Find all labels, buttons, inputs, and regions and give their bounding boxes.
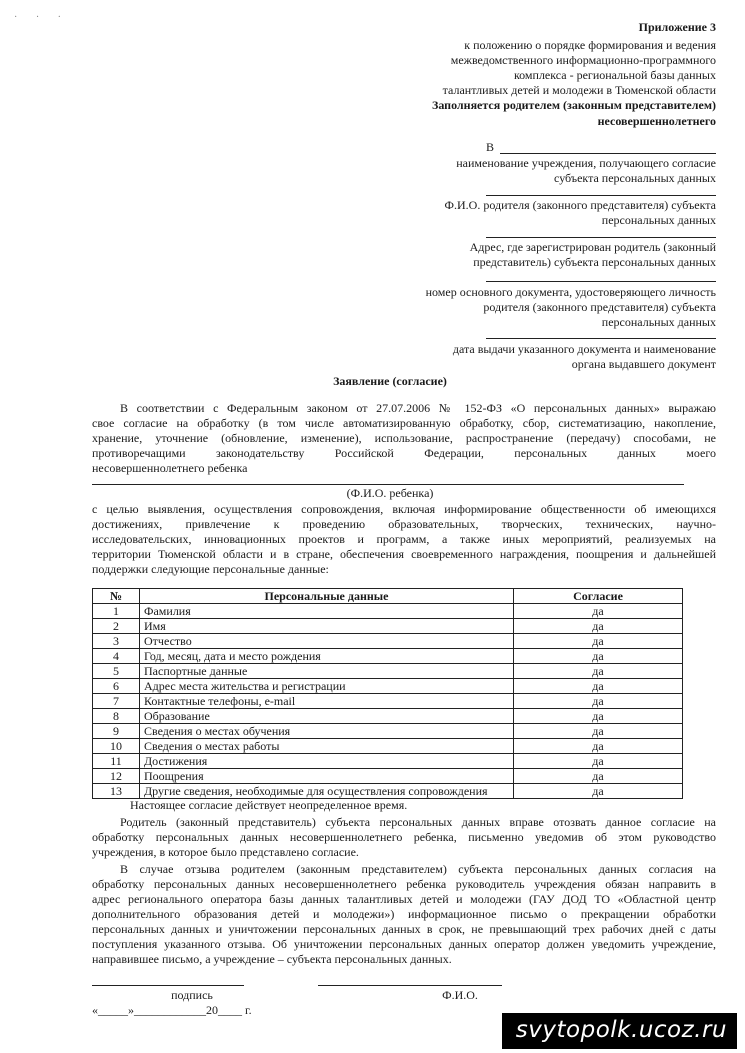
annex-line: комплекса - региональной базы данных [513,68,716,82]
table-row [93,679,683,694]
withdraw-line: поступления указанного отзыва. Об уничтожении персональных данных оператор должен уведомить учреждение, [92,937,716,951]
table-row [93,754,683,769]
withdraw-line: В случае отзыва родителем (законным представителем) субъекта персональных данных согласия на [120,862,716,876]
date-line[interactable]: «_____»____________20____ г. [92,1003,252,1017]
row-number: 13 [93,784,140,799]
row-number: 10 [93,739,140,754]
row-number: 8 [93,709,140,724]
row-item: Фамилия [140,604,514,619]
parent-name-caption: Ф.И.О. родителя (законного представителя) субъекта [444,198,716,212]
signature-field[interactable] [92,985,244,986]
address-caption: Адрес, где зарегистрирован родитель (законный [469,240,716,254]
row-number: 5 [93,664,140,679]
row-consent: да [514,604,683,619]
row-item: Сведения о местах работы [140,739,514,754]
row-item: Другие сведения, необходимые для осуществления сопровождения [140,784,514,799]
row-consent: да [514,649,683,664]
intro-line: свое согласие на обработку (в том числе автоматизированную обработку, сбор, систематизацию, накопление, [92,416,716,430]
row-item: Отчество [140,634,514,649]
table-row [93,649,683,664]
column-header-data: Персональные данные [140,589,514,604]
row-consent: да [514,769,683,784]
institution-caption: субъекта персональных данных [554,171,716,185]
purpose-line: исследовательских, инновационных проектов и программ, а также иных мероприятий, реализуемых на [92,532,716,546]
row-item: Имя [140,619,514,634]
filled-by-note: несовершеннолетнего [597,114,716,128]
row-number: 3 [93,634,140,649]
table-row [93,709,683,724]
annex-line: межведомственного информационно-программного [450,53,716,67]
annex-line: талантливых детей и молодежи в Тюменской области [442,83,716,97]
statement-title: Заявление (согласие) [333,374,447,388]
institution-caption: наименование учреждения, получающего согласие [456,156,716,170]
row-consent: да [514,724,683,739]
table-row [93,784,683,799]
revoke-line: Родитель (законный представитель) субъекта персональных данных вправе отозвать данное согласие на [120,815,716,829]
row-consent: да [514,694,683,709]
purpose-line: территории Тюменской области и в стране, обеспечения своевременного награждения, поощрения и дальнейшей [92,547,716,561]
issue-field[interactable] [486,338,716,339]
child-name-caption: (Ф.И.О. ребенка) [346,486,434,500]
table-row [93,769,683,784]
row-consent: да [514,634,683,649]
row-consent: да [514,679,683,694]
address-field[interactable] [486,237,716,238]
signature-caption: подпись [171,988,213,1002]
row-consent: да [514,709,683,724]
row-item: Контактные телефоны, e-mail [140,694,514,709]
document-caption: номер основного документа, удостоверяющего личность [425,285,716,299]
row-number: 9 [93,724,140,739]
row-item: Паспортные данные [140,664,514,679]
issue-caption: дата выдачи указанного документа и наименование [452,342,716,356]
row-consent: да [514,739,683,754]
table-row [93,694,683,709]
purpose-line: с целью выявления, осуществления сопровождения, включая информирование общественности об имеющихся [92,502,716,516]
table-row [93,724,683,739]
annex-title: Приложение 3 [638,20,716,34]
address-caption: представитель) субъекта персональных данных [473,255,716,269]
table-header-row [93,589,683,604]
to-prefix: В [486,140,495,154]
row-number: 11 [93,754,140,769]
table-row [93,634,683,649]
annex-line: к положению о порядке формирования и ведения [464,38,716,52]
revoke-line: обработку персональных данных несовершеннолетнего ребенка, письменно уведомив об этом руководство [92,830,716,844]
withdraw-line: адрес регионального оператора базы данных талантливых детей и молодежи (ГАУ ДОД ТО «Областной центр [92,892,716,906]
row-consent: да [514,784,683,799]
revoke-line: учреждения, в которое было представлено согласие. [92,845,359,859]
institution-field[interactable] [500,153,716,154]
purpose-line: достижениях, привлечение к проведению образовательных, творческих, технических, научно- [92,517,716,531]
table-row [93,619,683,634]
row-number: 1 [93,604,140,619]
row-number: 7 [93,694,140,709]
row-consent: да [514,664,683,679]
withdraw-line: дополнительного образования детей и молодежи») информационное письмо о прекращении обработки [92,907,716,921]
document-caption: родителя (законного представителя) субъекта [483,300,716,314]
row-consent: да [514,619,683,634]
row-number: 4 [93,649,140,664]
withdraw-line: персональных данных и уничтожении персональных данных в срок, не превышающий трех рабочих дней с даты [92,922,716,936]
intro-line: несовершеннолетнего ребенка [92,461,248,475]
personal-data-table [92,588,683,799]
full-name-field[interactable] [318,985,502,986]
purpose-line: поддержки следующие персональные данные: [92,562,329,576]
row-consent: да [514,754,683,769]
withdraw-line: направившее письмо, а учреждение – субъекта персональных данных. [92,952,452,966]
row-number: 6 [93,679,140,694]
document-caption: персональных данных [601,315,716,329]
row-item: Достижения [140,754,514,769]
intro-line: В соответствии с Федеральным законом от 27.07.2006 № 152-ФЗ «О персональных данных» выражаю [120,401,716,415]
row-item: Образование [140,709,514,724]
table-row [93,739,683,754]
row-item: Поощрения [140,769,514,784]
row-item: Сведения о местах обучения [140,724,514,739]
issue-caption: органа выдавшего документ [571,357,716,371]
row-number: 2 [93,619,140,634]
row-item: Год, месяц, дата и место рождения [140,649,514,664]
column-header-consent: Согласие [514,589,683,604]
table-row [93,664,683,679]
full-name-caption: Ф.И.О. [442,988,478,1002]
validity-note: Настоящее согласие действует неопределенное время. [130,798,408,812]
row-item: Адрес места жительства и регистрации [140,679,514,694]
table-row [93,604,683,619]
scan-specks: · · · [14,12,69,23]
parent-name-caption: персональных данных [601,213,716,227]
child-name-field[interactable] [92,484,684,485]
column-header-number: № [93,589,140,604]
document-field[interactable] [486,281,716,282]
intro-line: хранение, уточнение (обновление, изменение), использование, распространение (передачу) способами, не [92,431,716,445]
filled-by-note: Заполняется родителем (законным представителем) [431,98,716,112]
withdraw-line: обработку персональных данных несовершеннолетнего ребенка руководитель учреждения обязан направить в [92,877,716,891]
row-number: 12 [93,769,140,784]
intro-line: противоречащими законодательству Российской Федерации, персональных данных моего [92,446,716,460]
site-watermark: svytopolk.ucoz.ru [502,1013,737,1049]
parent-name-field[interactable] [486,195,716,196]
